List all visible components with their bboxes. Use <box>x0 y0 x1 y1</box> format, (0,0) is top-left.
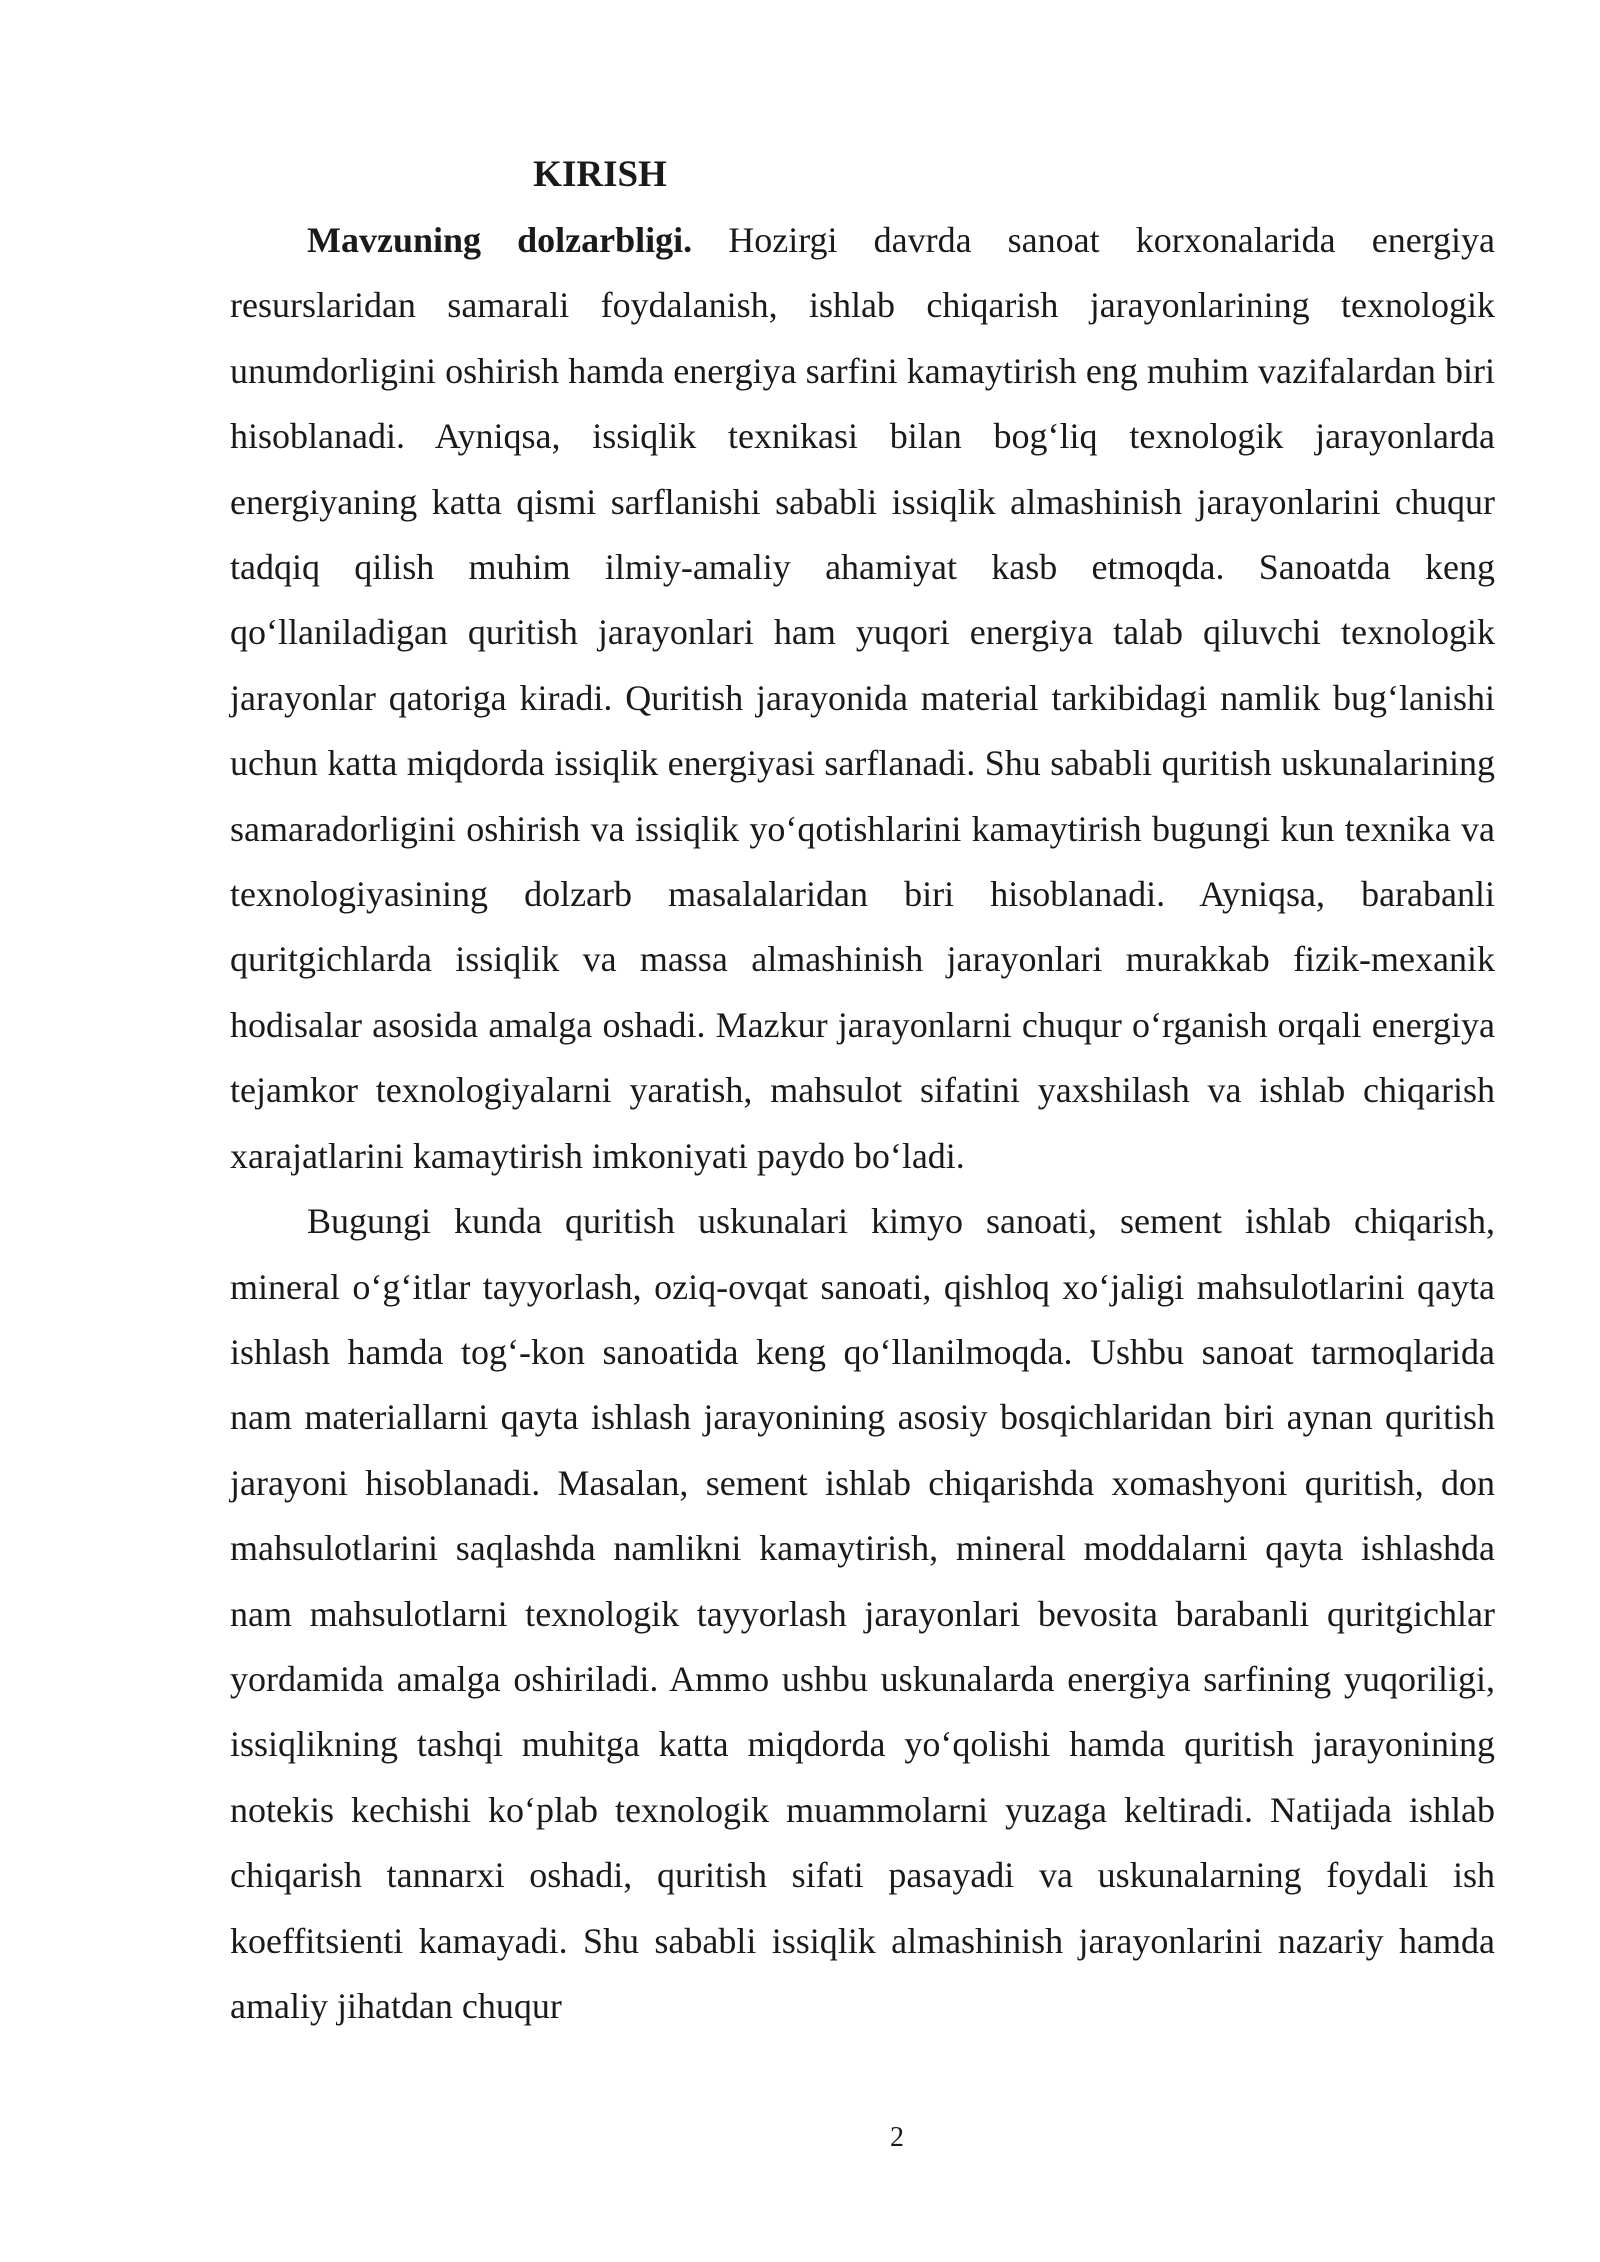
body-text <box>230 208 1495 2039</box>
paragraph-1 <box>230 208 1495 1189</box>
paragraph-text: Bugungi kunda quritish uskunalari kimyo sanoati, sement ishlab chiqarish, mineral o‘g‘itlar tayyorlash, oziq-ovqat sanoati, qishloq xo‘jaligi mahsulotlarini qayta ishlash hamda tog‘-kon sanoatida keng qo‘llanilmoqda. Ushbu sanoat tarmoqlarida nam materiallarni qayta ishlash jarayonining asosiy bosqichlaridan biri aynan quritish jarayoni hisoblanadi. Masalan, sement ishlab chiqarishda xomashyoni quritish, don mahsulotlarini saqlashda namlikni kamaytirish, mineral moddalarni qayta ishlashda nam mahsulotlarni texnologik tayyorlash jarayonlari bevosita barabanli quritgichlar yordamida amalga oshiriladi. Ammo ushbu uskunalarda energiya sarfining yuqoriligi, issiqlikning tashqi muhitga katta miqdorda yo‘qolishi hamda quritish jarayonining notekis kechishi ko‘plab texnologik muammolarni yuzaga keltiradi. Natijada ishlab chiqarish tannarxi oshadi, quritish sifati pasayadi va uskunalarning foydali ish koeffitsienti kamayadi. Shu sababli issiqlik almashinish jarayonlarini nazariy hamda amaliy jihatdan chuqur <box>230 1201 1495 2026</box>
paragraph-2 <box>230 1189 1495 2039</box>
page-number: 2 <box>890 2122 904 2153</box>
section-heading: KIRISH <box>533 154 667 195</box>
paragraph-text: Hozirgi davrda sanoat korxonalarida energiya resurslaridan samarali foydalanish, ishlab chiqarish jarayonlarining texnologik unumdorligini oshirish hamda energiya sarfini kamaytirish eng muhim vazifalardan biri hisoblanadi. Ayniqsa, issiqlik texnikasi bilan bog‘liq texnologik jarayonlarda energiyaning katta qismi sarflanishi sababli issiqlik almashinish jarayonlarini chuqur tadqiq qilish muhim ilmiy-amaliy ahamiyat kasb etmoqda. Sanoatda keng qo‘llaniladigan quritish jarayonlari ham yuqori energiya talab qiluvchi texnologik jarayonlar qatoriga kiradi. Quritish jarayonida material tarkibidagi namlik bug‘lanishi uchun katta miqdorda issiqlik energiyasi sarflanadi. Shu sababli quritish uskunalarining samaradorligini oshirish va issiqlik yo‘qotishlarini kamaytirish bugungi kun texnika va texnologiyasining dolzarb masalalaridan biri hisoblanadi. Ayniqsa, barabanli quritgichlarda issiqlik va massa almashinish jarayonlari murakkab fizik-mexanik hodisalar asosida amalga oshadi. Mazkur jarayonlarni chuqur o‘rganish orqali energiya tejamkor texnologiyalarni yaratish, mahsulot sifatini yaxshilash va ishlab chiqarish xarajatlarini kamaytirish imkoniyati paydo bo‘ladi. <box>230 220 1495 1176</box>
paragraph-lead: Mavzuning dolzarbligi. <box>307 220 693 260</box>
